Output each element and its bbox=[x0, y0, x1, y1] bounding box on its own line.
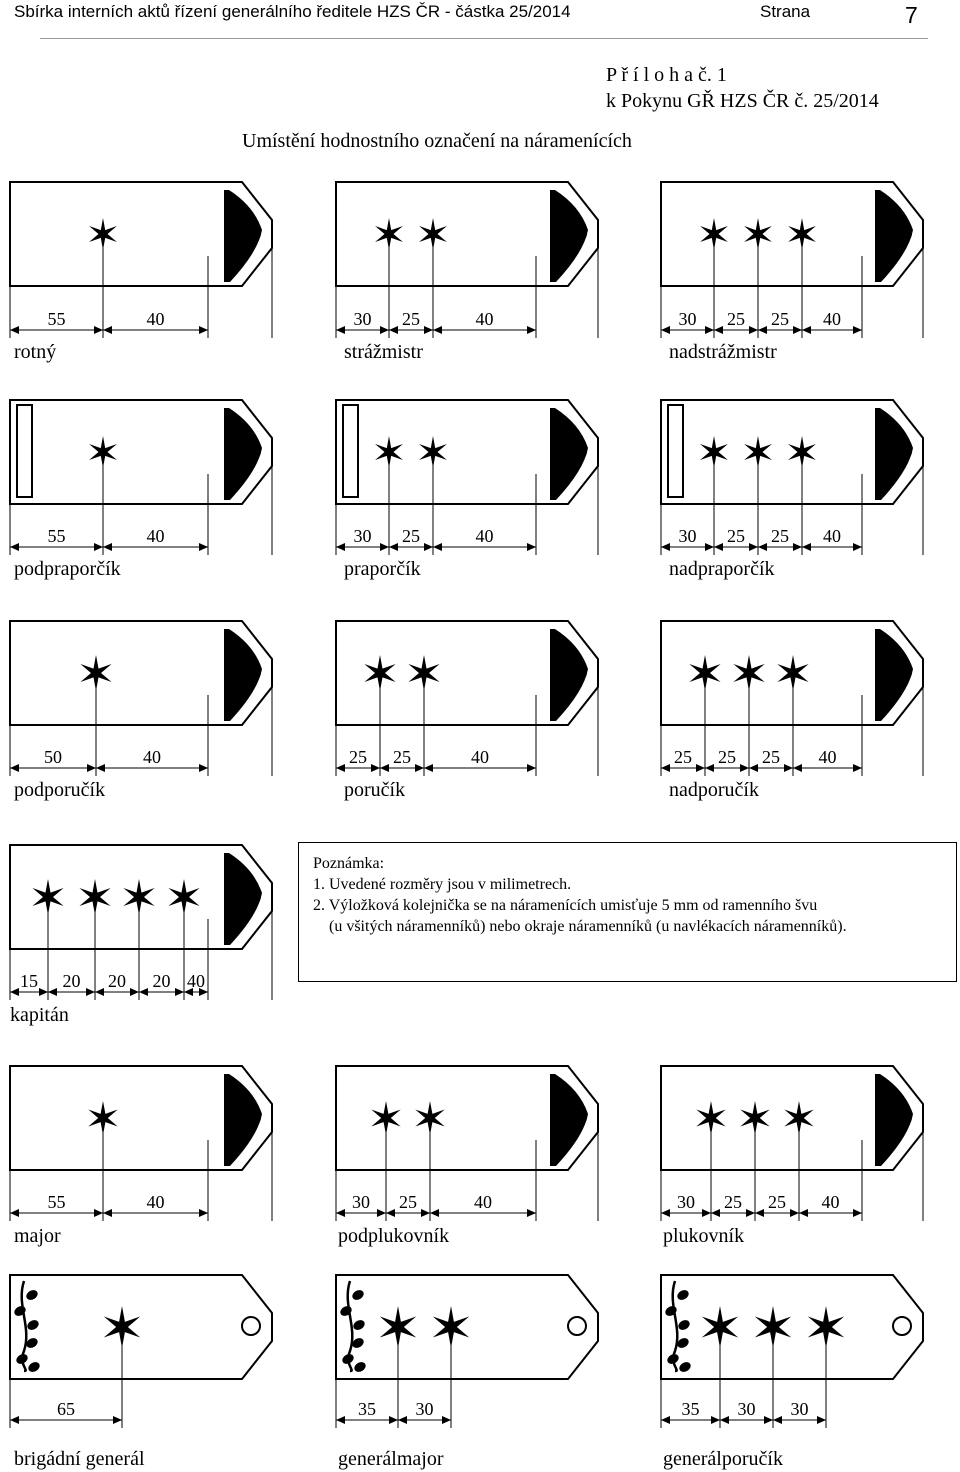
dimension-label: 40 bbox=[146, 1192, 165, 1212]
dimension-arrow bbox=[336, 543, 345, 551]
dimension-arrow bbox=[853, 543, 862, 551]
rank-star-icon bbox=[104, 1306, 140, 1348]
dimension-arrow bbox=[790, 1209, 799, 1217]
dimension-arrow bbox=[96, 764, 105, 772]
dimension-arrow bbox=[527, 1209, 536, 1217]
rank-name: praporčík bbox=[344, 558, 421, 580]
dimension-arrow bbox=[705, 326, 714, 334]
dimension-arrow bbox=[853, 764, 862, 772]
ornament-leaf bbox=[26, 1318, 41, 1332]
dimension-arrow bbox=[39, 988, 48, 996]
dimension-arrow bbox=[199, 764, 208, 772]
rank-name: nadstrážmistr bbox=[669, 341, 777, 363]
dimension-arrow bbox=[10, 326, 19, 334]
dimension-arrow bbox=[336, 326, 345, 334]
dimension-label: 65 bbox=[57, 1399, 75, 1419]
dimension-arrow bbox=[705, 764, 714, 772]
dimension-arrow bbox=[746, 1209, 755, 1217]
dimension-arrow bbox=[199, 326, 208, 334]
rank-name: nadpraporčík bbox=[669, 558, 775, 580]
rank-stripe bbox=[668, 405, 683, 497]
dimension-arrow bbox=[784, 764, 793, 772]
dimension-arrow bbox=[94, 1209, 103, 1217]
rank-name: major bbox=[14, 1225, 61, 1247]
dimension-arrow bbox=[336, 1209, 345, 1217]
rank-star-icon bbox=[788, 218, 816, 250]
rank-name: generálmajor bbox=[338, 1448, 444, 1470]
dimension-arrow bbox=[175, 988, 184, 996]
dimension-label: 25 bbox=[724, 1192, 742, 1212]
rank-star-icon bbox=[80, 655, 111, 691]
dimension-arrow bbox=[199, 1209, 208, 1217]
rank-name: strážmistr bbox=[344, 341, 423, 363]
dimension-arrow bbox=[773, 1416, 782, 1424]
button-hole bbox=[568, 1317, 586, 1335]
dimension-arrow bbox=[661, 1416, 670, 1424]
dimension-arrow bbox=[10, 764, 19, 772]
dimension-label: 55 bbox=[47, 309, 66, 329]
ornament-leaf bbox=[677, 1318, 692, 1332]
ornament-leaf bbox=[353, 1360, 368, 1374]
dimension-label: 25 bbox=[402, 309, 420, 329]
rank-name: podporučík bbox=[14, 779, 106, 801]
rank-name: podpraporčík bbox=[14, 558, 121, 580]
ornament-leaf bbox=[678, 1360, 693, 1374]
dimension-arrow bbox=[94, 543, 103, 551]
dimension-arrow bbox=[415, 764, 424, 772]
rank-star-icon bbox=[755, 1306, 791, 1348]
dimension-label: 40 bbox=[475, 309, 494, 329]
dimension-arrow bbox=[793, 764, 802, 772]
dimension-arrow bbox=[424, 326, 433, 334]
dimension-arrow bbox=[424, 543, 433, 551]
dimension-arrow bbox=[336, 1416, 345, 1424]
dimension-arrow bbox=[199, 543, 208, 551]
dimension-label: 40 bbox=[146, 309, 165, 329]
dimension-arrow bbox=[755, 1209, 764, 1217]
note-item-2-continued: (u všitých náramenníků) nebo okraje náramenníků (u navlékacích náramenníků). bbox=[329, 918, 847, 935]
rank-star-icon bbox=[168, 879, 199, 915]
dimension-label: 40 bbox=[474, 1192, 492, 1212]
button-hole bbox=[893, 1317, 911, 1335]
rank-star-icon bbox=[380, 1306, 416, 1348]
dimension-label: 25 bbox=[727, 309, 745, 329]
dimension-arrow bbox=[421, 1209, 430, 1217]
rank-star-icon bbox=[700, 218, 728, 250]
dimension-arrow bbox=[94, 326, 103, 334]
rank-star-icon bbox=[419, 218, 447, 250]
dimension-arrow bbox=[433, 326, 442, 334]
rank-star-icon bbox=[740, 1101, 769, 1135]
ornament-leaf bbox=[352, 1318, 367, 1332]
rank-star-icon bbox=[419, 436, 447, 468]
dimension-label: 25 bbox=[762, 747, 780, 767]
dimension-arrow bbox=[702, 1209, 711, 1217]
dimension-label: 40 bbox=[146, 526, 165, 546]
dimension-arrow bbox=[527, 543, 536, 551]
dimension-arrow bbox=[336, 764, 345, 772]
dimension-arrow bbox=[139, 988, 148, 996]
dimension-arrow bbox=[371, 764, 380, 772]
rank-star-icon bbox=[79, 879, 110, 915]
dimension-label: 25 bbox=[393, 747, 411, 767]
dimension-label: 55 bbox=[47, 526, 66, 546]
dimension-label: 25 bbox=[727, 526, 745, 546]
rank-star-icon bbox=[733, 655, 764, 691]
note-item-1: 1. Uvedené rozměry jsou v milimetrech. bbox=[313, 876, 572, 893]
rank-star-icon bbox=[788, 436, 816, 468]
dimension-label: 25 bbox=[674, 747, 692, 767]
dimension-arrow bbox=[714, 326, 723, 334]
button-hole bbox=[242, 1317, 260, 1335]
dimension-label: 40 bbox=[187, 971, 205, 991]
rank-star-icon bbox=[808, 1306, 844, 1348]
dimension-arrow bbox=[749, 326, 758, 334]
rank-star-icon bbox=[89, 218, 117, 250]
rank-stripe bbox=[17, 405, 32, 497]
page-title: Umístění hodnostního označení na náramenících bbox=[242, 130, 632, 152]
rank-star-icon bbox=[371, 1101, 400, 1135]
rank-star-icon bbox=[777, 655, 808, 691]
ornament-leaf bbox=[25, 1288, 40, 1302]
rank-star-icon bbox=[123, 879, 154, 915]
dimension-label: 25 bbox=[768, 1192, 786, 1212]
dimension-arrow bbox=[389, 543, 398, 551]
dimension-arrow bbox=[793, 543, 802, 551]
rank-star-icon bbox=[89, 436, 117, 468]
rank-name: plukovník bbox=[663, 1225, 745, 1247]
dimension-label: 40 bbox=[143, 747, 161, 767]
dimension-arrow bbox=[720, 1416, 729, 1424]
attachment-reference: k Pokynu GŘ HZS ČR č. 25/2014 bbox=[606, 90, 879, 112]
dimension-label: 25 bbox=[402, 526, 420, 546]
dimension-arrow bbox=[398, 1416, 407, 1424]
dimension-arrow bbox=[661, 764, 670, 772]
collection-header: Sbírka interních aktů řízení generálního ředitele HZS ČR - částka 25/2014 bbox=[14, 2, 571, 21]
dimension-label: 25 bbox=[771, 526, 789, 546]
dimension-arrow bbox=[380, 764, 389, 772]
rank-star-icon bbox=[375, 218, 403, 250]
dimension-arrow bbox=[389, 1416, 398, 1424]
dimension-label: 35 bbox=[358, 1399, 376, 1419]
dimension-label: 30 bbox=[790, 1399, 809, 1419]
dimension-arrow bbox=[380, 543, 389, 551]
dimension-arrow bbox=[749, 764, 758, 772]
dimension-label: 35 bbox=[681, 1399, 700, 1419]
dimension-label: 30 bbox=[678, 526, 697, 546]
rank-star-icon bbox=[88, 1101, 117, 1135]
dimension-label: 30 bbox=[353, 309, 372, 329]
epaulette-outline bbox=[661, 1275, 923, 1379]
epaulette-outline bbox=[336, 1275, 598, 1379]
dimension-arrow bbox=[758, 326, 767, 334]
dimension-arrow bbox=[740, 764, 749, 772]
dimension-label: 15 bbox=[20, 971, 38, 991]
rank-star-icon bbox=[784, 1101, 813, 1135]
rank-star-icon bbox=[408, 655, 439, 691]
dimension-label: 30 bbox=[737, 1399, 756, 1419]
rank-star-icon bbox=[689, 655, 720, 691]
ornament-leaf bbox=[27, 1360, 42, 1374]
dimension-arrow bbox=[389, 326, 398, 334]
dimension-arrow bbox=[711, 1209, 720, 1217]
dimension-arrow bbox=[758, 543, 767, 551]
dimension-label: 40 bbox=[475, 526, 494, 546]
dimension-arrow bbox=[95, 988, 104, 996]
note-heading: Poznámka: bbox=[313, 855, 385, 872]
dimension-arrow bbox=[87, 764, 96, 772]
dimension-label: 50 bbox=[44, 747, 62, 767]
dimension-label: 40 bbox=[818, 747, 837, 767]
dimension-label: 25 bbox=[349, 747, 367, 767]
rank-name: poručík bbox=[344, 779, 406, 801]
dimension-arrow bbox=[711, 1416, 720, 1424]
rank-star-icon bbox=[364, 655, 395, 691]
rank-name: nadporučík bbox=[669, 779, 759, 801]
dimension-arrow bbox=[113, 1416, 122, 1424]
note-item-2: 2. Výložková kolejnička se na náramenících umisťuje 5 mm od ramenního švu bbox=[313, 897, 818, 914]
dimension-label: 30 bbox=[678, 309, 697, 329]
dimension-arrow bbox=[802, 543, 811, 551]
dimension-arrow bbox=[527, 326, 536, 334]
dimension-arrow bbox=[10, 1416, 19, 1424]
attachment-label: P ř í l o h a č. 1 bbox=[606, 64, 727, 86]
dimension-arrow bbox=[764, 1416, 773, 1424]
dimension-label: 30 bbox=[353, 526, 372, 546]
rank-name: rotný bbox=[14, 341, 57, 363]
rank-star-icon bbox=[702, 1306, 738, 1348]
dimension-label: 55 bbox=[47, 1192, 66, 1212]
dimension-label: 25 bbox=[399, 1192, 417, 1212]
ornament-leaf bbox=[676, 1288, 691, 1302]
dimension-arrow bbox=[696, 764, 705, 772]
dimension-label: 40 bbox=[821, 1192, 840, 1212]
rank-name: podplukovník bbox=[338, 1225, 450, 1247]
dimension-label: 40 bbox=[823, 526, 841, 546]
page-label: Strana bbox=[760, 2, 811, 21]
dimension-arrow bbox=[799, 1209, 808, 1217]
dimension-arrow bbox=[10, 988, 19, 996]
dimension-arrow bbox=[10, 1209, 19, 1217]
dimension-arrow bbox=[103, 543, 112, 551]
rank-star-icon bbox=[744, 436, 772, 468]
page-number: 7 bbox=[905, 2, 918, 28]
epaulette-outline bbox=[10, 1275, 272, 1379]
dimension-arrow bbox=[853, 1209, 862, 1217]
dimension-arrow bbox=[661, 326, 670, 334]
dimension-label: 40 bbox=[823, 309, 841, 329]
dimension-label: 20 bbox=[62, 971, 81, 991]
ornament-leaf bbox=[351, 1288, 366, 1302]
dimension-arrow bbox=[527, 764, 536, 772]
dimension-label: 20 bbox=[108, 971, 126, 991]
dimension-label: 30 bbox=[415, 1399, 434, 1419]
rank-star-icon bbox=[32, 879, 63, 915]
dimension-arrow bbox=[749, 543, 758, 551]
dimension-arrow bbox=[380, 326, 389, 334]
note-box bbox=[298, 842, 957, 982]
rank-star-icon bbox=[700, 436, 728, 468]
dimension-arrow bbox=[130, 988, 139, 996]
rank-star-icon bbox=[696, 1101, 725, 1135]
dimension-arrow bbox=[714, 543, 723, 551]
dimension-arrow bbox=[48, 988, 57, 996]
dimension-arrow bbox=[386, 1209, 395, 1217]
rank-star-icon bbox=[375, 436, 403, 468]
rank-name: kapitán bbox=[10, 1004, 69, 1026]
rank-star-icon bbox=[433, 1306, 469, 1348]
dimension-arrow bbox=[661, 1209, 670, 1217]
dimension-label: 25 bbox=[771, 309, 789, 329]
dimension-arrow bbox=[442, 1416, 451, 1424]
dimension-arrow bbox=[433, 543, 442, 551]
dimension-label: 20 bbox=[152, 971, 171, 991]
dimension-arrow bbox=[705, 543, 714, 551]
dimension-label: 30 bbox=[352, 1192, 370, 1212]
dimension-arrow bbox=[103, 326, 112, 334]
dimension-arrow bbox=[430, 1209, 439, 1217]
dimension-arrow bbox=[103, 1209, 112, 1217]
dimension-label: 40 bbox=[471, 747, 489, 767]
dimension-arrow bbox=[793, 326, 802, 334]
dimension-arrow bbox=[10, 543, 19, 551]
dimension-arrow bbox=[661, 543, 670, 551]
dimension-label: 30 bbox=[677, 1192, 695, 1212]
dimension-arrow bbox=[853, 326, 862, 334]
dimension-arrow bbox=[377, 1209, 386, 1217]
dimension-arrow bbox=[817, 1416, 826, 1424]
dimension-arrow bbox=[802, 326, 811, 334]
rank-stripe bbox=[343, 405, 358, 497]
rank-name: generálporučík bbox=[663, 1448, 783, 1470]
dimension-label: 25 bbox=[718, 747, 736, 767]
rank-star-icon bbox=[415, 1101, 444, 1135]
dimension-arrow bbox=[424, 764, 433, 772]
rank-star-icon bbox=[744, 218, 772, 250]
dimension-arrow bbox=[86, 988, 95, 996]
rank-name: brigádní generál bbox=[14, 1448, 145, 1470]
